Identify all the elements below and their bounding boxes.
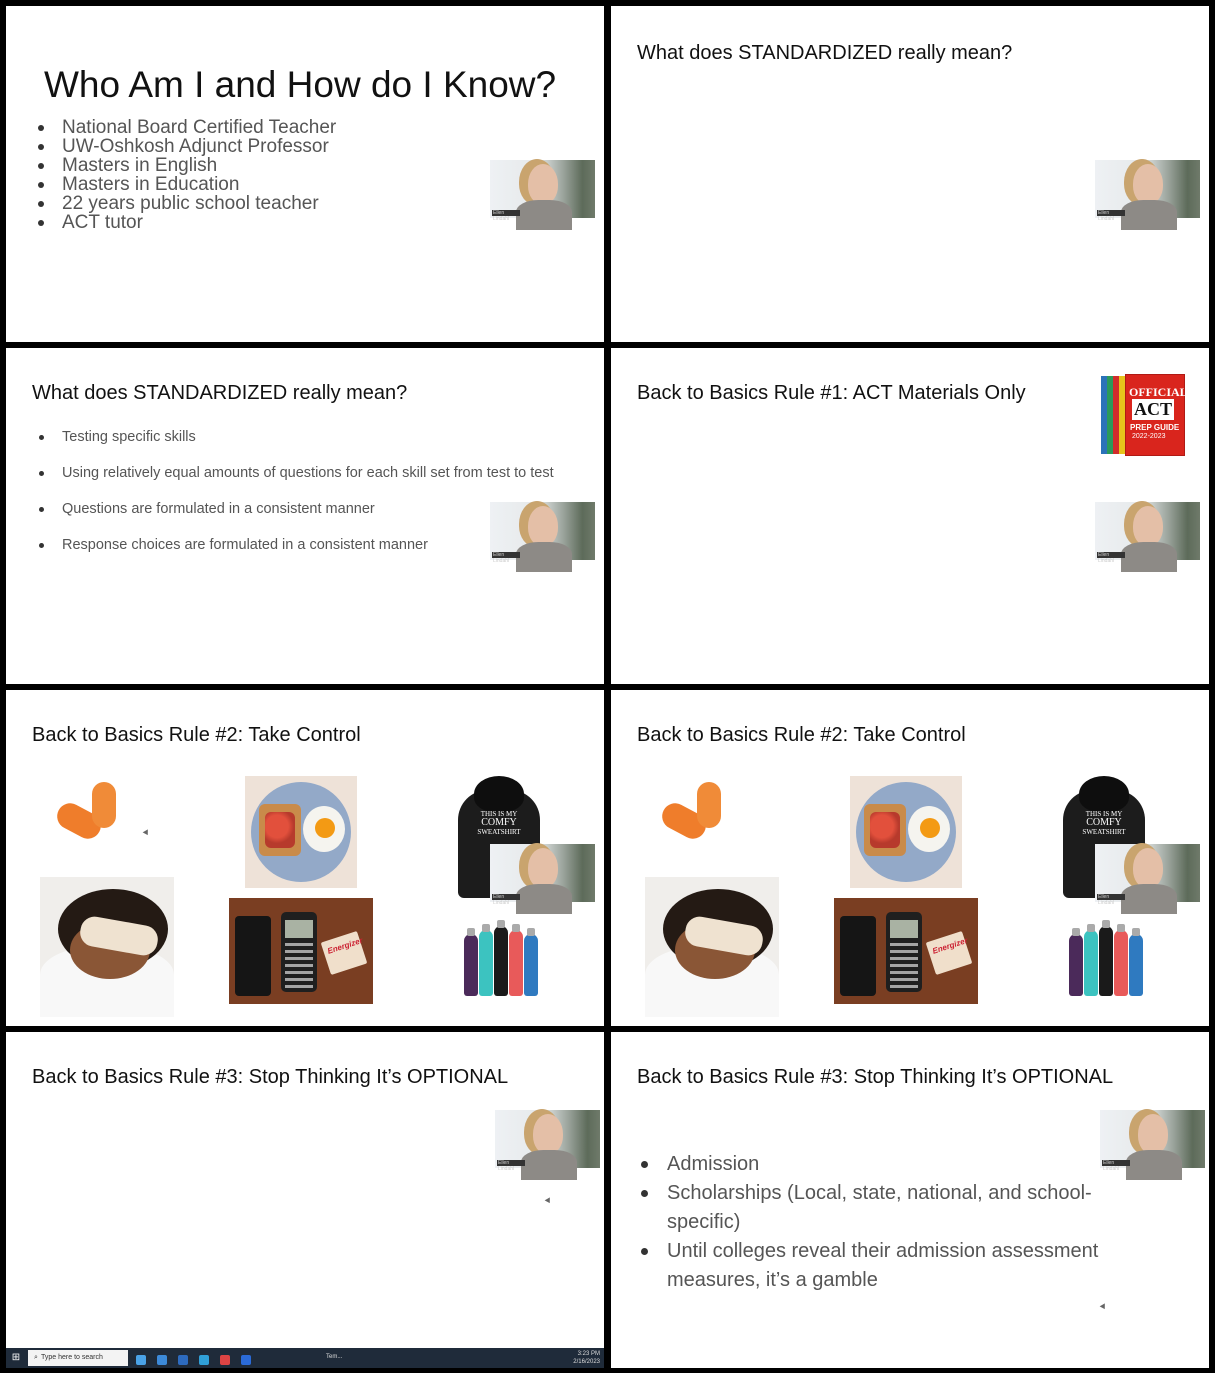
webcam-overlay xyxy=(1095,844,1200,906)
list-item: Masters in Education xyxy=(36,175,336,194)
list-item: Scholarships (Local, state, national, and school-specific) xyxy=(637,1179,1137,1237)
earplugs-image xyxy=(52,778,122,844)
water-bottle xyxy=(1114,930,1128,996)
list-item: Response choices are formulated in a consistent manner xyxy=(36,536,554,554)
water-bottles-image xyxy=(464,914,540,996)
slide-1 xyxy=(6,6,604,342)
water-bottle xyxy=(1129,934,1143,996)
taskbar-search-placeholder: Type here to search xyxy=(41,1354,103,1361)
sweatshirt-text: THIS IS MY xyxy=(1085,810,1123,818)
water-bottle xyxy=(524,934,538,996)
water-bottle xyxy=(464,934,478,996)
app-icon[interactable] xyxy=(136,1355,146,1365)
taskbar-clock[interactable] xyxy=(573,1350,600,1366)
clock-time: 3:23 PM xyxy=(577,1351,600,1357)
slide-title: What does STANDARDIZED really mean? xyxy=(32,382,408,404)
webcam-name-tag: Ellen Lindahl xyxy=(492,894,520,900)
act-prep-guide-image xyxy=(1101,374,1188,456)
slide-title: Back to Basics Rule #2: Take Control xyxy=(32,724,361,746)
windows-start-button[interactable]: ⊞ xyxy=(11,1352,21,1363)
mouse-cursor-icon xyxy=(1100,1303,1108,1310)
sweatshirt-text: SWEATSHIRT xyxy=(1082,828,1126,836)
sleep-mask-image xyxy=(40,877,174,1010)
slide-8 xyxy=(611,1032,1209,1368)
webcam-overlay xyxy=(490,502,595,564)
webcam-overlay xyxy=(1095,160,1200,222)
slide-3 xyxy=(6,348,604,684)
webcam-name-tag: Ellen Lindahl xyxy=(1097,552,1125,558)
mouse-cursor-icon xyxy=(143,829,151,836)
slide-6 xyxy=(611,690,1209,1026)
book-label: 2022-2023 xyxy=(1132,433,1166,440)
earplugs-image xyxy=(657,778,727,844)
water-bottle xyxy=(479,930,493,996)
list-item: Using relatively equal amounts of questions for each skill set from test to test xyxy=(36,464,554,482)
water-bottle xyxy=(1099,926,1113,996)
sweatshirt-text: THIS IS MY xyxy=(480,810,518,818)
bullet-list xyxy=(36,118,336,232)
search-icon: ⌕ xyxy=(34,1354,38,1361)
slide-7 xyxy=(6,1032,604,1368)
book-label: ACT xyxy=(1134,399,1173,419)
list-item: 22 years public school teacher xyxy=(36,194,336,213)
book-label: PREP GUIDE xyxy=(1130,423,1180,432)
bullet-list xyxy=(36,428,554,572)
list-item: Masters in English xyxy=(36,156,336,175)
webcam-name-tag: Ellen Lindahl xyxy=(1102,1160,1130,1166)
slide-title: Back to Basics Rule #3: Stop Thinking It’s OPTIONAL xyxy=(32,1066,509,1088)
webcam-overlay xyxy=(490,160,595,222)
app-icon[interactable] xyxy=(199,1355,209,1365)
list-item: Questions are formulated in a consistent manner xyxy=(36,500,554,518)
breakfast-image xyxy=(850,776,962,888)
webcam-overlay xyxy=(1100,1110,1205,1172)
calculator-image xyxy=(834,898,978,1004)
list-item: ACT tutor xyxy=(36,213,336,232)
windows-taskbar xyxy=(6,1348,604,1368)
slide-title: Back to Basics Rule #2: Take Control xyxy=(637,724,966,746)
list-item: Until colleges reveal their admission assessment measures, it’s a gamble xyxy=(637,1237,1137,1295)
sweatshirt-text: SWEATSHIRT xyxy=(477,828,521,836)
app-icon[interactable] xyxy=(241,1355,251,1365)
battery-label: Energizer xyxy=(931,935,969,956)
slide-title: What does STANDARDIZED really mean? xyxy=(637,42,1013,64)
slide-title: Back to Basics Rule #1: ACT Materials Only xyxy=(637,382,1026,404)
app-icon[interactable] xyxy=(178,1355,188,1365)
slide-2 xyxy=(611,6,1209,342)
list-item: UW-Oshkosh Adjunct Professor xyxy=(36,137,336,156)
webcam-overlay xyxy=(1095,502,1200,564)
slide-4 xyxy=(611,348,1209,684)
weather-widget[interactable]: Tem... xyxy=(326,1354,343,1360)
webcam-name-tag: Ellen Lindahl xyxy=(492,552,520,558)
mouse-cursor-icon xyxy=(545,1197,553,1204)
bullet-list xyxy=(637,1150,1137,1295)
list-item: National Board Certified Teacher xyxy=(36,118,336,137)
webcam-overlay xyxy=(490,844,595,906)
slide-title: Who Am I and How do I Know? xyxy=(44,64,557,105)
calculator-image xyxy=(229,898,373,1004)
list-item: Testing specific skills xyxy=(36,428,554,446)
breakfast-image xyxy=(245,776,357,888)
sleep-mask-image xyxy=(645,877,779,1010)
book-label: OFFICIAL xyxy=(1129,385,1188,399)
water-bottles-image xyxy=(1069,914,1145,996)
list-item: Admission xyxy=(637,1150,1137,1179)
slide-5 xyxy=(6,690,604,1026)
sweatshirt-text: COMFY xyxy=(481,817,517,828)
clock-date: 2/16/2023 xyxy=(573,1359,600,1365)
water-bottle xyxy=(494,926,508,996)
taskbar-search-box[interactable] xyxy=(28,1350,128,1366)
webcam-name-tag: Ellen Lindahl xyxy=(497,1160,525,1166)
slide-title: Back to Basics Rule #3: Stop Thinking It’s OPTIONAL xyxy=(637,1066,1114,1088)
webcam-name-tag: Ellen Lindahl xyxy=(492,210,520,216)
water-bottle xyxy=(1084,930,1098,996)
webcam-name-tag: Ellen Lindahl xyxy=(1097,210,1125,216)
app-icon[interactable] xyxy=(157,1355,167,1365)
sweatshirt-text: COMFY xyxy=(1086,817,1122,828)
webcam-name-tag: Ellen Lindahl xyxy=(1097,894,1125,900)
app-icon[interactable] xyxy=(220,1355,230,1365)
webcam-overlay xyxy=(495,1110,600,1172)
water-bottle xyxy=(1069,934,1083,996)
battery-label: Energizer xyxy=(326,935,364,956)
water-bottle xyxy=(509,930,523,996)
taskbar-apps xyxy=(136,1352,262,1364)
